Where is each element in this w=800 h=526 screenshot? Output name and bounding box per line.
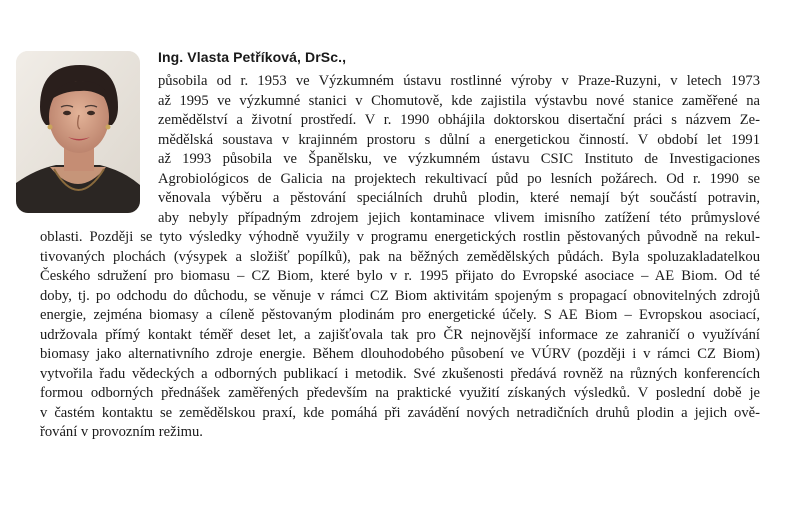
- bio-line: vytvořila řadu vědeckých a odborných publikací i metodik. Své zkušenosti předává rovněž na různých konferencích: [40, 365, 760, 382]
- bio-line: až 1995 ve výzkumné stanici v Chomutově, kde zajistila výstavbu nové stanice zaměřené na: [158, 92, 760, 109]
- bio-line: aby nebyly případným zdrojem jejich kontaminace vlivem imisního zatížení této průmyslové: [158, 209, 760, 226]
- bio-line: tivovaných plochách (výsypek a složišť popílků), pak na běžných zemědělských půdách. Byla spoluzakladatelkou: [40, 248, 760, 265]
- bio-line: řování v provozním režimu.: [40, 424, 203, 440]
- bio-line: energie, zejména biomasy a cíleně pěstovaným plodinám pro energetické účely. S AE Biom – Evropskou asociací,: [40, 307, 760, 323]
- bio-line: v častém kontaktu se zemědělskou praxí, kde pomáhá při zavádění nových netradičních druhů plodin a jejich ově-: [40, 404, 760, 421]
- bio-line: až 1993 působila ve Španělsku, ve výzkumném ústavu CSIC Instituto de Investigaciones: [158, 151, 760, 167]
- bio-line: zemědělství a životní prostředí. V r. 1990 obhájila doktorskou disertační práci s názvem Ze-: [158, 112, 760, 128]
- bio-line: udržovala přímý kontakt téměř deset let, a zajišťovala tak pro ČR nejnovější informace ze zahraničí o využívání: [40, 326, 760, 343]
- bio-line: oblasti. Později se tyto výsledky výhodně využily v programu energetických rostlin pěstovaných původně na rekul-: [40, 229, 760, 245]
- bio-line: Českého sdružení pro biomasu – CZ Biom, které bylo v r. 1995 přijato do Evropské asociace – AE Biom. Od té: [40, 268, 760, 284]
- bio-line: biomasy jako alternativního zdroje energie. Během dlouhodobého působení ve VÚRV (později i v rámci CZ Biom): [40, 346, 760, 362]
- bio-line: Agrobiológicos de Galicia na projektech rekultivací půd po lesních požárech. Od r. 1990 se: [158, 170, 760, 187]
- author-name: Ing. Vlasta Petříková, DrSc.,: [158, 49, 347, 65]
- bio-line: doby, tj. po odchodu do důchodu, se věnuje v rámci CZ Biom aktivitám spojeným s propagací obnovitelných zdrojů: [40, 287, 760, 304]
- bio-line: formou odborných přednášek zaměřených především na praktické využití získaných výsledků. V poslední době je: [40, 385, 760, 401]
- bio-line: mědělská soustava v krajinném prostoru s důlní a energetickou činností. V období let 1991: [158, 131, 760, 148]
- bio-line: působila od r. 1953 ve Výzkumném ústavu rostlinné výroby v Praze-Ruzyni, v letech 1973: [158, 73, 760, 89]
- biography-text: [40, 72, 760, 443]
- bio-line: věnovala výběru a pěstování speciálních druhů plodin, které nemají být součástí potravin,: [158, 190, 760, 206]
